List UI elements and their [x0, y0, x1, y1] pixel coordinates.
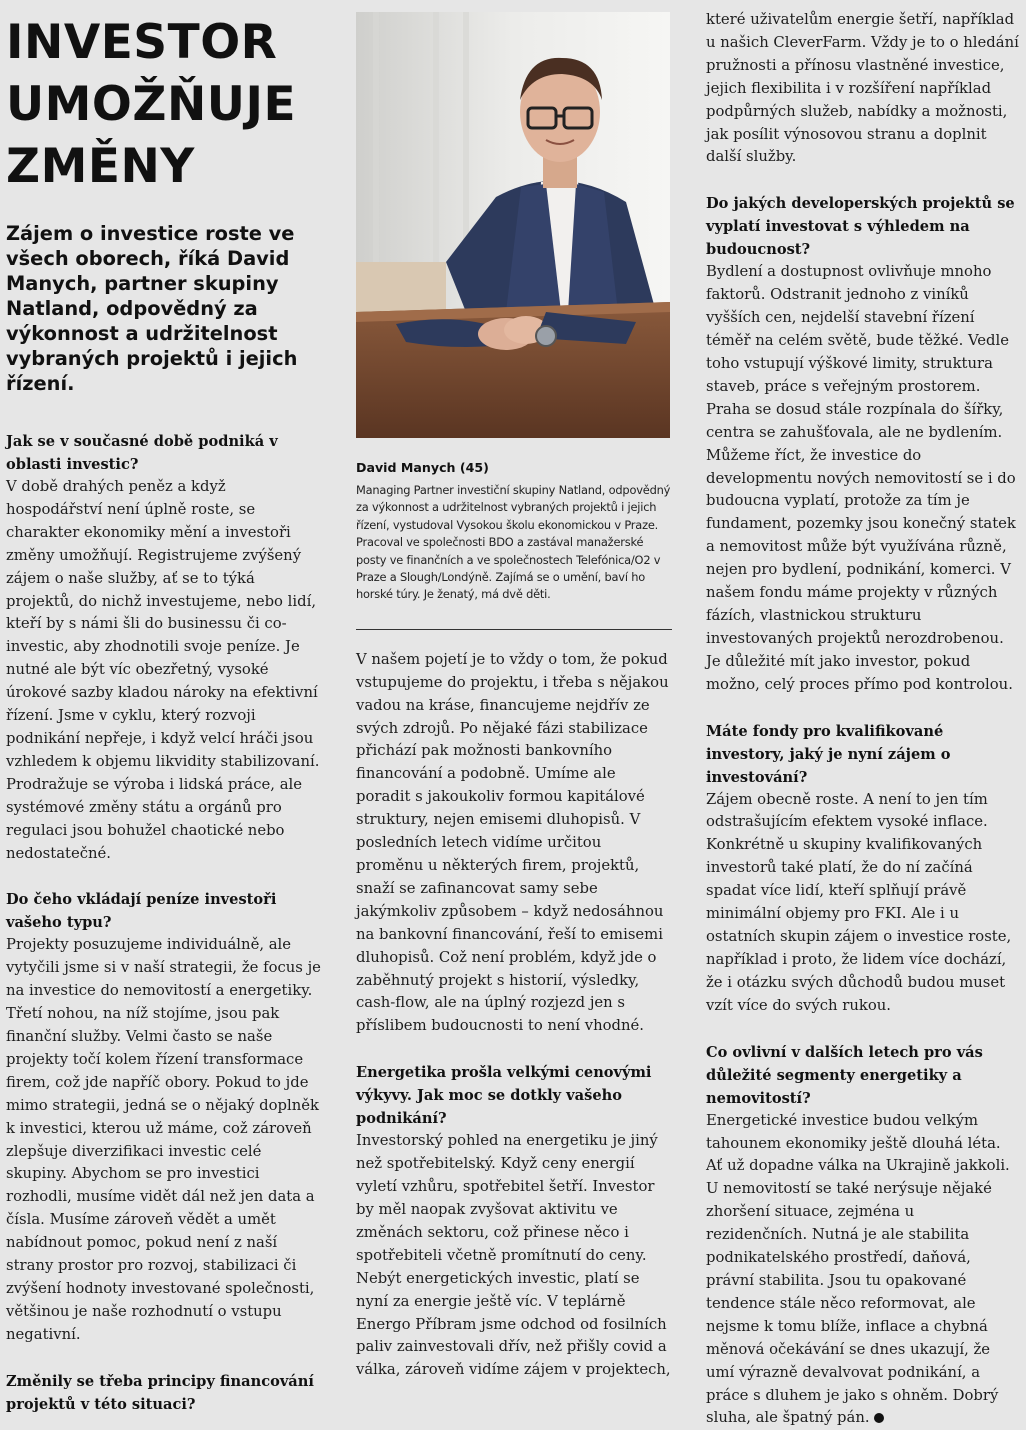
column-middle	[356, 0, 672, 1382]
question-5: Do jakých developerských projektů se vyplatí investovat s výhledem na budoucnost?	[706, 195, 1015, 259]
caption-divider	[356, 629, 672, 630]
answer-6: Zájem obecně roste. A není to jen tím odstrašujícím efektem vysoké inflace. Konkrétně u skupiny kvalifikovaných investorů také platí, že do ní začíná spadat více lidí, kteří splňují právě minimální objemy pro FKI. Ale i u ostatních skupin zájem o investice roste, například i proto, že lidem více dochází, že i otázku svých důchodů budou muset vzít více do svých rukou.	[706, 790, 1012, 1014]
answer-4: Investorský pohled na energetiku je jiný než spotřebitelský. Když ceny energií vyletí vzhůru, spotřebitel šetří. Investor by měl naopak zvyšovat aktivitu ve změnách sektoru, což přinese něco i spotřebiteli včetně promítnutí do ceny. Nebýt energetických investic, platí se nyní za energie ještě víc. V teplárně Energo Příbram jsme odchod od fosilních paliv zainvestovali dřív, než přišly covid a válka, zároveň vidíme zájem v projektech,	[356, 1132, 671, 1379]
question-7: Co ovlivní v dalších letech pro vás důležité segmenty energetiky a nemovitostí?	[706, 1043, 983, 1107]
article-lead: Zájem o investice roste ve všech oborech, říká David Manych, partner skupiny Natland, odpovědný za výkonnost a udržitelnost vybraných projektů i jejich řízení.	[6, 222, 298, 395]
answer-7	[706, 1110, 1020, 1430]
question-4: Energetika prošla velkými cenovými výkyvy. Jak moc se dotkly vašeho podnikání?	[356, 1064, 652, 1128]
question-1: Jak se v současné době podniká v oblasti investic?	[6, 433, 278, 473]
column-left	[6, 0, 322, 1416]
article-title	[6, 12, 322, 198]
end-mark-icon	[874, 1413, 884, 1423]
column-right	[706, 0, 1020, 1430]
title-line: UMOŽŇUJE	[6, 77, 297, 132]
question-2: Do čeho vkládají peníze investoři vašeho typu?	[6, 891, 277, 932]
title-line: INVESTOR	[6, 15, 278, 70]
question-6: Máte fondy pro kvalifikované investory, jaký je nyní zájem o investování?	[706, 722, 951, 786]
title-line: ZMĚNY	[6, 139, 195, 194]
portrait-illustration	[356, 12, 670, 438]
caption-text: Managing Partner investiční skupiny Natland, odpovědný za výkonnost a udržitelnost vybraných projektů i jejich řízení, vystudoval Vysokou školu ekonomickou v Praze. Pracoval ve společnosti BDO a zastával manažerské posty ve finančních a ve společnostech Telefónica/O2 v Praze a Slough/Londýně. Zajímá se o umění, baví ho horské túry. Je ženatý, má dvě děti.	[356, 483, 671, 602]
answer-3: V našem pojetí je to vždy o tom, že pokud vstupujeme do projektu, i třeba s nějakou vadou na kráse, financujeme nejdřív ze svých zdrojů. Po nějaké fázi stabilizace přichází pak možnosti bankovního financování a podobně. Umíme ale poradit s jakoukoliv formou kapitálové struktury, nejen emisemi dluhopisů. V posledních letech vidíme určitou proměnu u některých firem, projektů, snaží se zafinancovat samy sebe jakýmkoliv způsobem – když nedosáhnou na bankovní financování, řeší to emisemi dluhopisů. Což není problém, když jde o zaběhnutý projekt s historií, výsledky, cash-flow, ale na úplný rozjezd jen s příslibem budoucnosti to není vhodné.	[356, 650, 669, 1035]
portrait-photo	[356, 12, 670, 438]
answer-7-text: Energetické investice budou velkým tahounem ekonomiky ještě dlouhá léta. Ať už dopadne válka na Ukrajině jakkoli. U nemovitostí se také nerýsuje nějaké zhoršení situace, zejména u rezidenčních. Nutná je ale stabilita podnikatelského prostředí, daňová, právní stabilita. Jsou tu opakované tendence stále něco reformovat, ale nejsme k tomu blíže, inflace a chybná měnová očekávání se dnes ukazují, že umí výrazně devalvovat podnikání, a práce s dluhem je jako s ohněm. Dobrý sluha, ale špatný pán.	[706, 1111, 1010, 1427]
answer-2: Projekty posuzujeme individuálně, ale vytyčili jsme si v naší strategii, že focus je na investice do nemovitostí a energetiky. Třetí nohou, na níž stojíme, jsou pak finanční služby. Velmi často se naše projekty točí kolem řízení transformace firem, což jde napříč obory. Pokud to jde mimo strategii, jedná se o nějaký doplněk k investici, kterou už máme, což zároveň zlepšuje diverzifikaci investic celé skupiny. Abychom se pro investici rozhodli, musíme vidět dál než jen data a čísla. Musíme zároveň vědět a umět nabídnout pomoc, pokud není z naší strany prostor pro rozvoj, stabilizaci či zvýšení hodnoty investované společnosti, většinou je naše rozhodnutí o vstupu negativní.	[6, 936, 321, 1343]
question-3: Změnily se třeba principy financování projektů v této situaci?	[6, 1372, 314, 1413]
caption-name: David Manych (45)	[356, 460, 489, 475]
answer-5: Bydlení a dostupnost ovlivňuje mnoho faktorů. Odstranit jednoho z viníků vyšších cen, nejdelší stavební řízení téměř na celém světě, bude těžké. Vedle toho vstupují výškové limity, struktura staveb, práce s veřejným prostorem. Praha se dosud stále rozpínala do šířky, centra se zahušťovala, ale ne bydlením. Můžeme říct, že investice do developmentu nových nemovitostí se i do budoucna vyplatí, protože za tím je fundament, pozemky jsou konečný statek a nemovitost může být využívána různě, nejen pro bydlení, podnikání, komerci. V našem fondu máme projekty v různých fázích, vlastnickou strukturu investovaných projektů nerozdrobenou. Je důležité mít jako investor, pokud možno, celý proces přímo pod kontrolou.	[706, 263, 1016, 693]
answer-4-continued: které uživatelům energie šetří, například u našich CleverFarm. Vždy je to o hledání pružnosti a přínosu vlastněné investice, jejich flexibilita i v rozšíření například podpůrných služeb, nabídky a možnosti, jak posílit výnosovou stranu a doplnit další služby.	[706, 11, 1019, 166]
answer-1: V době drahých peněz a když hospodářství není úplně roste, se charakter ekonomiky mění a investoři změny umožňují. Registrujeme zvýšený zájem o naše služby, ať se to týká projektů, do nichž investujeme, nebo lidí, kteří by s námi šli do businessu či co-investic, aby zhodnotili svoje peníze. Je nutné ale být víc obezřetný, vysoké úrokové sazby kladou nároky na efektivní řízení. Jsme v cyklu, který rozvoji podnikání nepřeje, i když velcí hráči jsou vzhledem k objemu likvidity stabilizovaní. Prodražuje se výroba i lidská práce, ale systémové změny státu a orgánů pro regulaci jsou bohužel chaotické nebo nedostatečné.	[6, 478, 320, 862]
